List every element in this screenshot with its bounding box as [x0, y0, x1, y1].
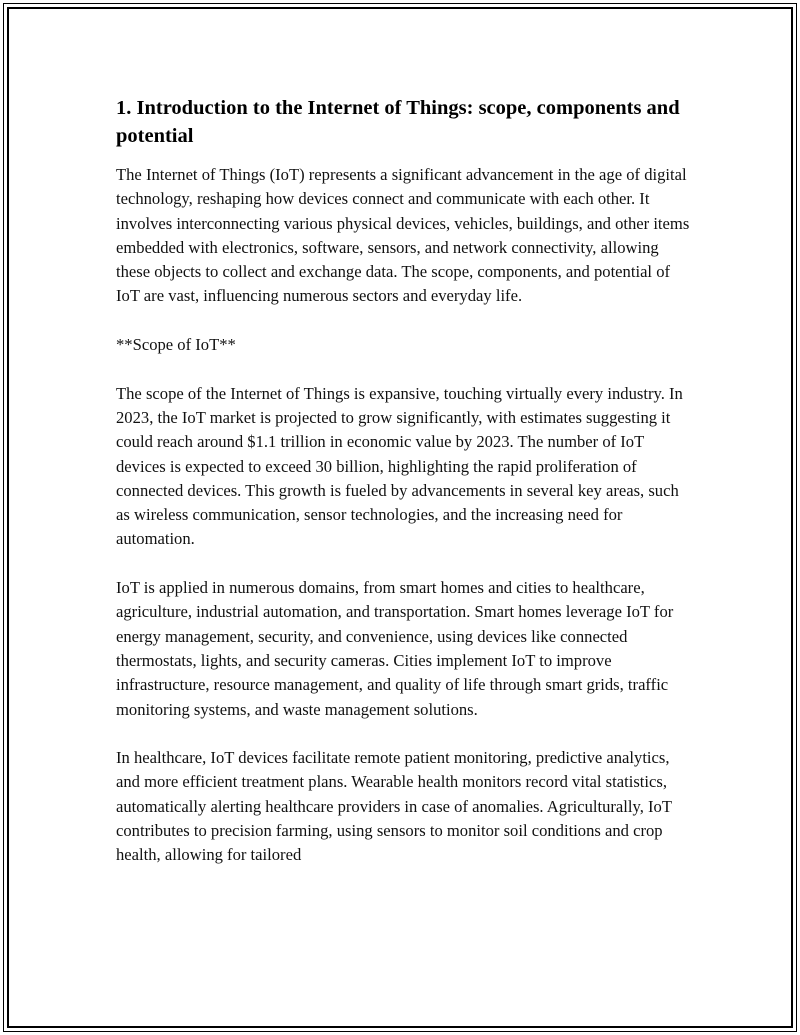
section-heading: 1. Introduction to the Internet of Things: scope, components and potential — [116, 97, 680, 147]
paragraph-healthcare: In healthcare, IoT devices facilitate remote patient monitoring, predictive analytics, and more efficient treatment plans. Wearable health monitors record vital statistics, automatically alerting healthcare providers in case of anomalies. Agriculturally, IoT contributes to precision farming, using sensors to monitor soil conditions and crop health, allowing for tailored — [116, 748, 672, 865]
document-page — [3, 3, 797, 1032]
paragraph-scope-label: **Scope of IoT** — [116, 335, 236, 355]
paragraph-scope: The scope of the Internet of Things is expansive, touching virtually every industry. In 2023, the IoT market is projected to grow significantly, with estimates suggesting it could reach around $1.1 trillion in economic value by 2023. The number of IoT devices is expected to exceed 30 billion, highlighting the rapid proliferation of connected devices. This growth is fueled by advancements in several key areas, such as wireless communication, sensor technologies, and the increasing need for automation. — [116, 383, 683, 549]
paragraph-domains: IoT is applied in numerous domains, from smart homes and cities to healthcare, agriculture, industrial automation, and transportation. Smart homes leverage IoT for energy management, security, and convenience, using devices like connected thermostats, lights, and security cameras. Cities implement IoT to improve infrastructure, resource management, and quality of life through smart grids, traffic monitoring systems, and waste management solutions. — [116, 578, 674, 719]
paragraph-intro: The Internet of Things (IoT) represents a significant advancement in the age of digital technology, reshaping how devices connect and communicate with each other. It involves interconnecting various physical devices, vehicles, buildings, and other items embedded with electronics, software, sensors, and network connectivity, allowing these objects to collect and exchange data. The scope, components, and potential of IoT are vast, influencing numerous sectors and everyday life. — [116, 165, 690, 306]
document-body — [116, 94, 696, 892]
